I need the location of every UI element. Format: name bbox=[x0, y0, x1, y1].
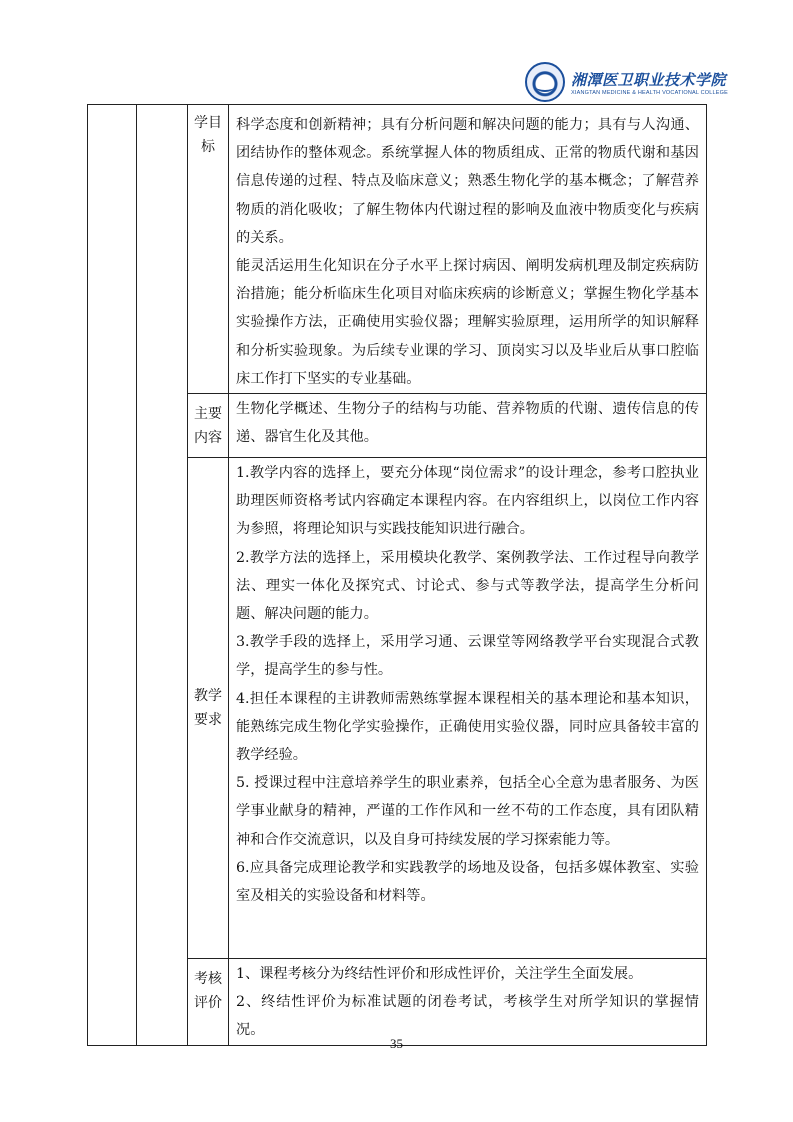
table-row-goals bbox=[88, 105, 707, 394]
assessment-item: 1、课程考核分为终结性评价和形成性评价，关注学生全面发展。 bbox=[236, 966, 643, 983]
course-table bbox=[87, 104, 707, 1046]
assessment-item: 2、终结性评价为标准试题的闭卷考试，考核学生对所学知识的掌握情况。 bbox=[236, 994, 699, 1039]
goals-label: 学目标 bbox=[194, 115, 222, 155]
requirement-item: 1.教学内容的选择上，要充分体现“岗位需求”的设计理念，参考口腔执业助理医师资格考试内容确定本课程内容。在内容组织上，以岗位工作内容为参照，将理论知识与实践技能知识进行融合。 bbox=[236, 465, 699, 538]
assessment-content-cell bbox=[229, 959, 707, 1046]
goals-paragraph: 科学态度和创新精神；具有分析问题和解决问题的能力；具有与人沟通、团结协作的整体观念。系统掌握人体的物质组成、正常的物质代谢和基因信息传递的过程、特点及临床意义；熟悉生物化学的基本概念；了解营养物质的消化吸收；了解生物体内代谢过程的影响及血液中物质变化与疾病的关系。 bbox=[236, 117, 699, 246]
requirements-label: 教学要求 bbox=[194, 688, 222, 729]
empty-column-2 bbox=[137, 105, 188, 1046]
content-label-cell bbox=[188, 394, 229, 458]
requirements-label-cell bbox=[188, 458, 229, 959]
goals-paragraph: 能灵活运用生化知识在分子水平上探讨病因、阐明发病机理及制定疾病防治措施；能分析临床生化项目对临床疾病的诊断意义；掌握生物化学基本实验操作方法，正确使用实验仪器；理解实验原理，运用所学的知识解释和分析实验现象。为后续专业课的学习、顶岗实习以及毕业后从事口腔临床工作打下坚实的专业基础。 bbox=[236, 258, 699, 387]
requirement-item: 5. 授课过程中注意培养学生的职业素养，包括全心全意为患者服务、为医学事业献身的精神，严谨的工作作风和一丝不苟的工作态度，具有团队精神和合作交流意识，以及自身可持续发展的学习探索能力等。 bbox=[236, 775, 699, 848]
logo-chinese-name: 湘潭医卫职业技术学院 bbox=[571, 70, 727, 89]
empty-column-1 bbox=[88, 105, 137, 1046]
goals-label-cell bbox=[188, 105, 229, 394]
assessment-label-cell bbox=[188, 959, 229, 1046]
college-emblem-icon bbox=[525, 62, 565, 102]
page-number: 35 bbox=[390, 1036, 403, 1051]
goals-content-cell bbox=[229, 105, 707, 394]
college-logo bbox=[525, 62, 728, 102]
requirement-item: 4.担任本课程的主讲教师需熟练掌握本课程相关的基本理论和基本知识，能熟练完成生物化学实验操作，正确使用实验仪器，同时应具备较丰富的教学经验。 bbox=[236, 690, 699, 764]
requirement-item: 3.教学手段的选择上，采用学习通、云课堂等网络教学平台实现混合式教学，提高学生的参与性。 bbox=[236, 634, 699, 679]
assessment-label: 考核评价 bbox=[194, 971, 222, 1012]
requirement-item: 6.应具备完成理论教学和实践教学的场地及设备，包括多媒体教室、实验室及相关的实验设备和材料等。 bbox=[236, 859, 699, 905]
content-label: 主要内容 bbox=[194, 406, 222, 447]
content-text-cell bbox=[229, 394, 707, 458]
requirement-item: 2.教学方法的选择上，采用模块化教学、案例教学法、工作过程导向教学法、理实一体化及探究式、讨论式、参与式等教学法，提高学生分析问题、解决问题的能力。 bbox=[236, 549, 699, 623]
logo-english-name: XIANGTAN MEDICINE & HEALTH VOCATIONAL COLLEGE bbox=[571, 89, 729, 96]
content-text: 生物化学概述、生物分子的结构与功能、营养物质的代谢、遗传信息的传递、器官生化及其他。 bbox=[236, 401, 699, 446]
requirements-content-cell bbox=[229, 458, 707, 959]
